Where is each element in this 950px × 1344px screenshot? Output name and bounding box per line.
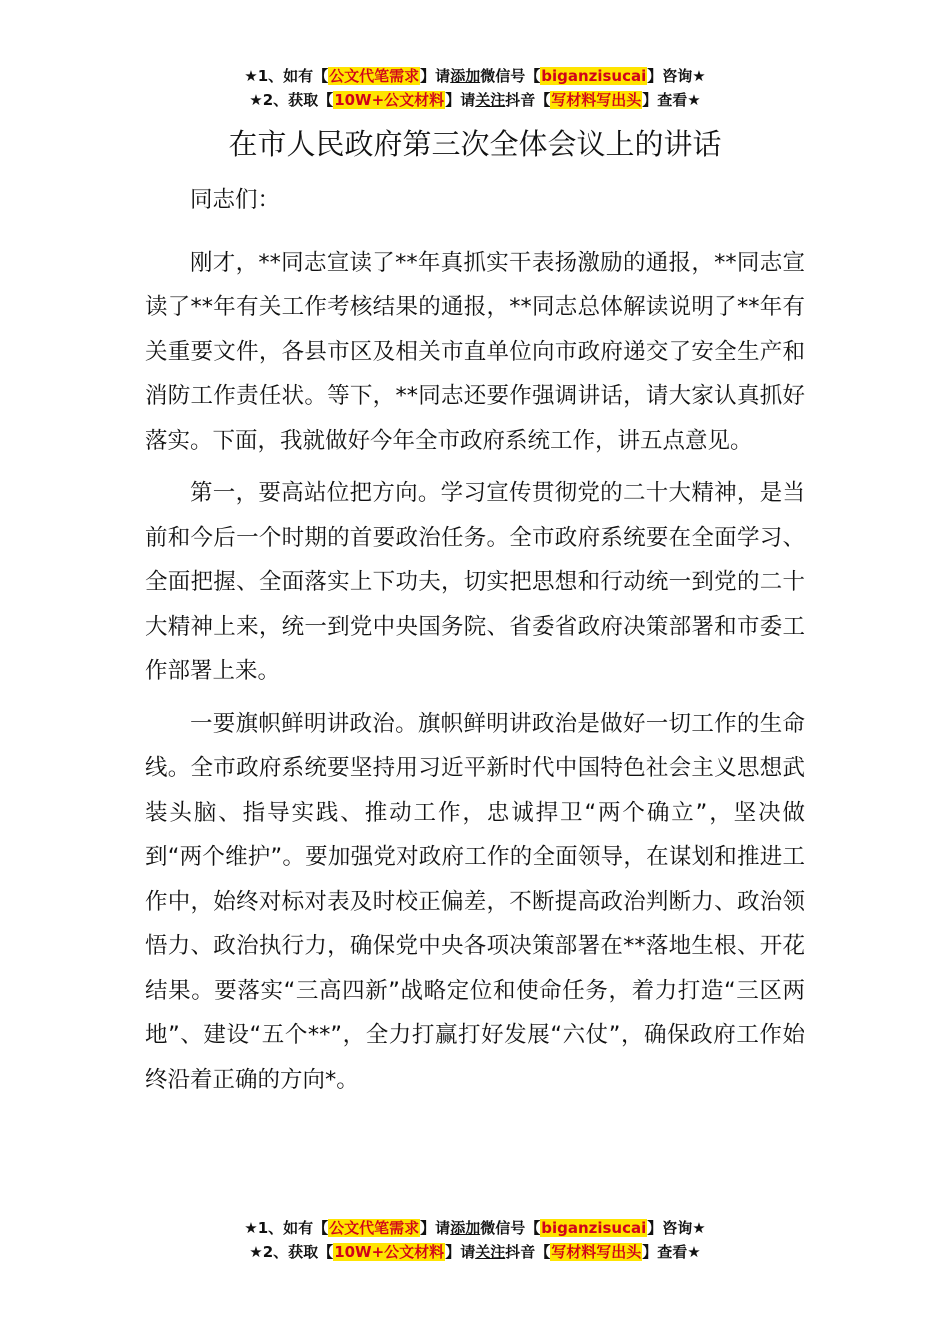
- document-title: 在市人民政府第三次全体会议上的讲话: [228, 127, 722, 161]
- promo-line-2: ★2、获取【10W+公文材料】请关注抖音【写材料写出头】查看★: [249, 1243, 701, 1261]
- highlight-materials: 10W+公文材料: [334, 1243, 445, 1261]
- highlight-douyin: 写材料写出头: [551, 91, 642, 109]
- salutation: 同志们：: [190, 187, 281, 213]
- paragraph-3: 一要旗帜鲜明讲政治。旗帜鲜明讲政治是做好一切工作的生命线。全市政府系统要坚持用习近平新时代中国特色社会主义思想武装头脑、指导实践、推动工作，忠诚捍卫“两个确立”，坚决做到“两个维护”。要加强党对政府工作的全面领导，在谋划和推进工作中，始终对标对表及时校正偏差，不断提高政治判断力、政治领悟力、政治执行力，确保党中央各项决策部署在**落地生根、开花结果。要落实“三高四新”战略定位和使命任务，着力打造“三区两地”、建设“五个**”，全力打赢打好发展“六仗”，确保政府工作始终沿着正确的方向*。: [145, 710, 805, 1093]
- promo-banner-bottom: [0, 1216, 950, 1264]
- highlight-wechat-id: biganzisucai: [541, 67, 647, 85]
- promo-line-2: ★2、获取【10W+公文材料】请关注抖音【写材料写出头】查看★: [249, 91, 701, 109]
- promo-line-1: ★1、如有【公文代笔需求】请添加微信号【biganzisucai】咨询★: [244, 67, 706, 85]
- paragraph-1: 刚才，**同志宣读了**年真抓实干表扬激励的通报，**同志宣读了**年有关工作考核结果的通报，**同志总体解读说明了**年有关重要文件，各县市区及相关市直单位向市政府递交了安全生产和消防工作责任状。等下，**同志还要作强调讲话，请大家认真抓好落实。下面，我就做好今年全市政府系统工作，讲五点意见。: [145, 249, 805, 454]
- paragraph-2: 第一，要高站位把方向。学习宣传贯彻党的二十大精神，是当前和今后一个时期的首要政治任务。全市政府系统要在全面学习、全面把握、全面落实上下功夫，切实把思想和行动统一到党的二十大精神上来，统一到党中央国务院、省委省政府决策部署和市委工作部署上来。: [145, 480, 805, 684]
- highlight-materials: 10W+公文材料: [334, 91, 445, 109]
- highlight-service: 公文代笔需求: [329, 1219, 420, 1237]
- highlight-service: 公文代笔需求: [329, 67, 420, 85]
- promo-banner-top: [0, 64, 950, 112]
- promo-line-1: ★1、如有【公文代笔需求】请添加微信号【biganzisucai】咨询★: [244, 1219, 706, 1237]
- document-body: [145, 178, 805, 1110]
- highlight-wechat-id: biganzisucai: [541, 1219, 647, 1237]
- highlight-douyin: 写材料写出头: [551, 1243, 642, 1261]
